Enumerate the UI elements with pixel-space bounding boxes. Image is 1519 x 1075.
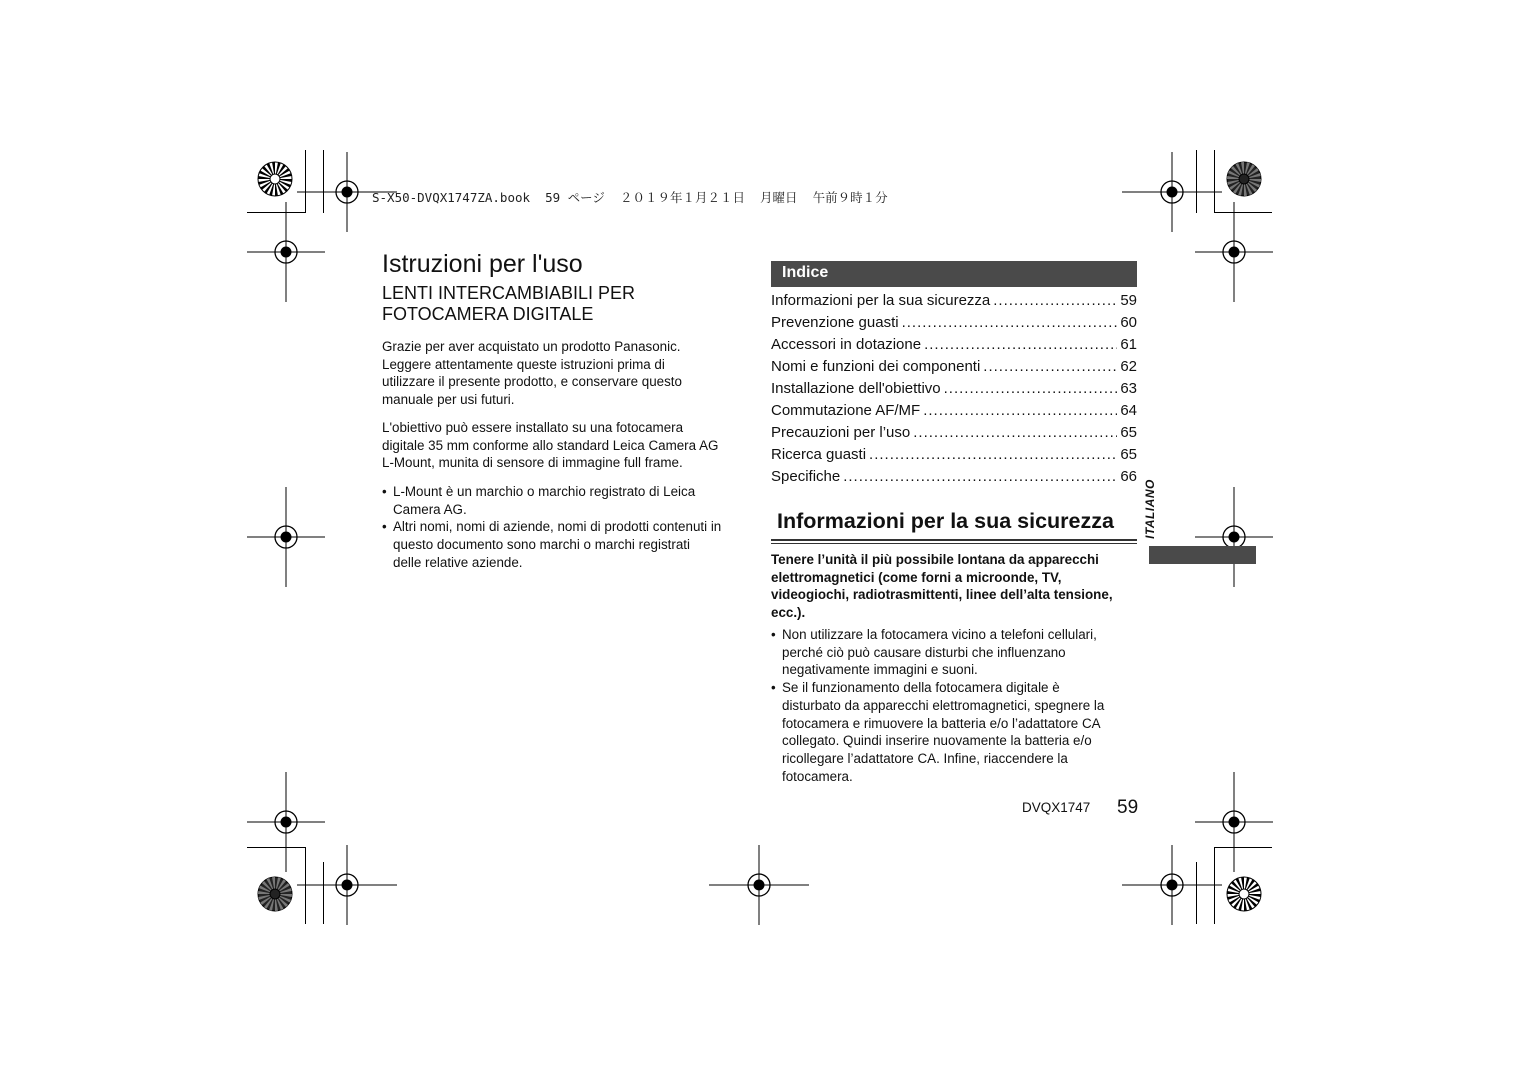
safety-list [771,626,1139,785]
toc-item-label: Informazioni per la sua sicurezza [771,292,991,309]
text-line: Tenere l’unità il più possibile lontana da apparecchi [771,552,1099,567]
dot-leader [923,402,1117,419]
subtitle-line: FOTOCAMERA DIGITALE [382,304,594,324]
bullet-icon: • [382,484,387,499]
toc-item-label: Commutazione AF/MF [771,402,921,419]
starburst-target-icon [257,161,293,197]
text-line: collegato. Quindi inserire nuovamente la batteria e/o [782,733,1092,749]
list-item [382,518,752,571]
text-line: fotocamera e rimuovere la batteria e/o l’adattatore CA [782,715,1101,731]
toc-item-label: Ricerca guasti [771,446,867,463]
document-title: Istruzioni per l'uso [382,250,583,278]
safety-section-heading: Informazioni per la sua sicurezza [777,509,1114,533]
subtitle-line: LENTI INTERCAMBIABILI PER [382,283,636,303]
toc-item-page: 65 [1120,446,1137,463]
toc-item[interactable] [771,380,1137,402]
intro-paragraph [382,338,752,409]
toc-item[interactable] [771,468,1137,490]
list-item [771,626,1139,679]
dot-leader [993,292,1117,309]
toc-item-label: Precauzioni per l’uso [771,424,911,441]
text-line: ricollegare l’adattatore CA. Infine, riaccendere la [782,750,1068,766]
toc-heading: Indice [782,264,829,281]
dot-leader [944,380,1118,397]
toc-item-label: Accessori in dotazione [771,336,922,353]
starburst-target-icon [1226,876,1262,912]
text-line: questo documento sono marchi o marchi registrati [393,537,690,553]
toc-item[interactable] [771,358,1137,380]
registration-mark-icon [709,845,809,925]
text-line: disturbato da apparecchi elettromagnetici, spegnere la [782,697,1105,713]
dot-leader [902,314,1118,331]
registration-mark-icon [297,845,397,925]
language-label [1142,476,1164,546]
text-line: digitale 35 mm conforme allo standard Leica Camera AG [382,437,719,453]
toc-item-page: 66 [1120,468,1137,485]
text-line: L-Mount è un marchio o marchio registrato di Leica [393,484,696,499]
text-line: negativamente immagini e suoni. [782,662,978,678]
toc-item-label: Installazione dell'obiettivo [771,380,941,397]
bullet-icon: • [382,519,387,535]
dot-leader [869,446,1117,463]
toc-item-page: 61 [1120,336,1137,353]
dot-leader [924,336,1117,353]
text-line: L-Mount, munita di sensore di immagine full frame. [382,455,683,471]
text-line: fotocamera. [782,768,853,784]
dot-leader [913,424,1117,441]
registration-mark-icon [247,202,325,302]
heading-rule [771,543,1137,544]
text-line: Se il funzionamento della fotocamera digitale è [782,680,1060,696]
toc-item-page: 63 [1120,380,1137,397]
language-label-text: ITALIANO [1142,479,1157,539]
language-tab [1149,546,1256,564]
registration-mark-icon [247,487,325,587]
toc-item-page: 62 [1120,358,1137,375]
dot-leader [983,358,1117,375]
bullet-icon: • [771,627,776,642]
toc-item-page: 59 [1120,292,1137,309]
toc-heading-bar [771,261,1137,287]
text-line: Altri nomi, nomi di aziende, nomi di prodotti contenuti in [393,519,722,535]
toc-item-page: 65 [1120,424,1137,441]
toc-item[interactable] [771,336,1137,358]
registration-mark-icon [1195,487,1273,587]
dot-leader [843,468,1117,485]
text-line: delle relative aziende. [393,554,523,570]
list-item [771,679,1139,785]
text-line: ecc.). [771,605,806,621]
toc-item[interactable] [771,424,1137,446]
list-item [382,483,752,518]
starburst-target-icon [1226,161,1262,197]
text-line: L'obiettivo può essere installato su una fotocamera [382,420,684,435]
safety-warning [771,551,1139,622]
trademark-list [382,483,752,572]
document-subtitle [382,283,635,325]
toc-item-page: 64 [1120,402,1137,419]
starburst-target-icon [257,876,293,912]
toc-item[interactable] [771,446,1137,468]
toc-item-label: Prevenzione guasti [771,314,899,331]
toc-item[interactable] [771,292,1137,314]
text-line: Camera AG. [393,501,467,517]
text-line: Grazie per aver acquistato un prodotto Panasonic. [382,339,681,354]
text-line: manuale per usi futuri. [382,392,515,408]
registration-mark-icon [1122,845,1222,925]
registration-mark-icon [1195,202,1273,302]
model-code: DVQX1747 [1022,800,1091,815]
toc-item-page: 60 [1120,314,1137,331]
text-line: utilizzare il presente prodotto, e conservare questo [382,374,682,390]
print-info-header: S-X50-DVQX1747ZA.book 59 ページ ２０１９年１月２１日 月曜日 午前９時１分 [372,190,888,205]
text-line: Non utilizzare la fotocamera vicino a telefoni cellulari, [782,627,1097,642]
text-line: Leggere attentamente queste istruzioni prima di [382,356,665,372]
compatibility-paragraph [382,419,752,472]
toc-item[interactable] [771,402,1137,424]
page-number: 59 [1117,797,1139,818]
text-line: elettromagnetici (come forni a microonde, TV, [771,569,1062,585]
bullet-icon: • [771,680,776,696]
text-line: perché ciò può causare disturbi che influenzano [782,644,1066,660]
toc-item-label: Nomi e funzioni dei componenti [771,358,981,375]
heading-rule [771,539,1137,541]
toc-item[interactable] [771,314,1137,336]
table-of-contents [771,292,1137,490]
text-line: videogiochi, radiotrasmittenti, linee dell’alta tensione, [771,587,1113,603]
toc-item-label: Specifiche [771,468,841,485]
